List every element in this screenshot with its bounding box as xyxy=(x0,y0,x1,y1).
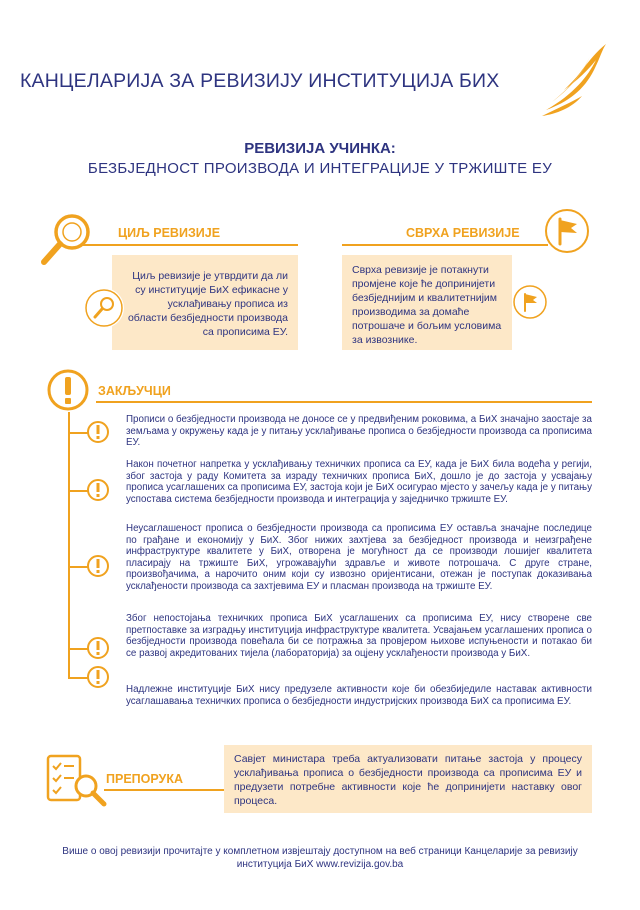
recommendation-box xyxy=(224,745,592,813)
conclusions-heading: ЗАКЉУЧЦИ xyxy=(98,384,171,398)
goal-text: Циљ ревизије је утврдити да ли су институције БиХ ефикасне у усклађивању прописа из области безбједности производа са прописима ЕУ. xyxy=(127,270,288,338)
purpose-text: Сврха ревизије је потакнути промјене које ће допринијети безбједнијим и квалитетнијим производима за домаће потрошаче и бољим условима за извознике. xyxy=(352,264,502,346)
checklist-magnifier-icon xyxy=(44,752,112,808)
conclusion-item-3: Неусаглашеност прописа о безбједности производа са прописима ЕУ оставља значајне последице по грађане и економију у БиХ. Због нижих захтјева за безбједност производа и неизграђене инфраструктуре квалитете у БиХ, отворена је могућност да се производи лошијег квалитета пласирају на тржиште БиХ, угрожавајући здравље и животе потрошача. С друге стране, произвођачима, а нарочито оним који су извозно оријентисани, отежан је поступак доказивања усклађености производа са захтјевима ЕУ и пласман производа на тржиште ЕУ. xyxy=(126,523,592,592)
revision-title: РЕВИЗИЈА УЧИНКА: xyxy=(244,140,396,157)
recommendation-heading: ПРЕПОРУКА xyxy=(106,772,183,786)
conclusions-timeline xyxy=(68,412,70,678)
purpose-box xyxy=(342,255,512,350)
exclamation-icon xyxy=(46,368,90,412)
exclamation-small-icon xyxy=(86,665,110,689)
wing-logo-icon xyxy=(538,40,610,118)
conclusion-item-2: Након почетног напретка у усклађивању техничких прописа са ЕУ, када је БиХ била водећа у регији, због застоја у раду Комитета за израду техничких прописа БиХ, дошло је до застоја у усвајању прописа усаглашених са прописима ЕУ, застоја који је БиХ осигурао мјесто у зачељу када је у питању успоставa система безбједности производа и интеграција у заједничко тржиште ЕУ. xyxy=(126,459,592,505)
conclusion-item-1: Прописи о безбједности производа не доносе се у предвиђеним роковима, а БиХ значајно заостаје за земљама у окружењу када је у питању усклађивање прописа о безбједности производа са прописима ЕУ. xyxy=(126,414,592,449)
revision-subtitle: БЕЗБЈЕДНОСТ ПРОИЗВОДА И ИНТЕГРАЦИЈЕ У ТРЖИШТЕ ЕУ xyxy=(87,160,553,177)
flag-icon xyxy=(544,208,590,254)
conclusions-divider xyxy=(96,401,592,403)
exclamation-small-icon xyxy=(86,636,110,660)
flag-small-icon xyxy=(512,284,548,320)
conclusion-item-5: Надлежне институције БиХ нису предузеле активности које би обезбиједиле наставак активности усаглашавања техничких прописа о безбједности индустријских производа БиХ са прописима ЕУ. xyxy=(126,684,592,707)
goal-small-icon-wrap xyxy=(84,288,124,328)
purpose-heading: СВРХА РЕВИЗИЈЕ xyxy=(406,226,520,240)
goal-heading: ЦИЉ РЕВИЗИЈЕ xyxy=(118,226,221,240)
footer-text: Више о овој ревизији прочитајте у комплетном извјештају доступном на веб страници Канцеларије за ревизију институција БиХ www.revizija.gov.ba xyxy=(62,846,578,870)
conclusion-item-4: Због непостојања техничких прописа БиХ усаглашених са прописима ЕУ, нису створене све претпоставке за изградњу институција инфраструктуре квалитета. Усвајањем усаглашених прописа о безбједности производа повећала би се потражња за провјером њихове испуњености и потакао би се развој акредитованих тијела (лабораторија) за оцјену усклађености производа у БиХ. xyxy=(126,613,592,659)
magnifier-small-icon xyxy=(84,288,124,328)
goal-box xyxy=(112,255,298,350)
exclamation-small-icon xyxy=(86,554,110,578)
purpose-divider xyxy=(342,244,548,246)
exclamation-small-icon xyxy=(86,420,110,444)
magnifier-icon xyxy=(40,212,90,266)
recommendation-text: Савјет министара треба актуализовати питање застоја у процесу усклађивања прописа о безбједности производа са прописима ЕУ и предузети потребне активности које ће допринијети наставку овог процеса. xyxy=(234,753,582,807)
organization-title: КАНЦЕЛАРИЈА ЗА РЕВИЗИЈУ ИНСТИТУЦИЈА БИХ xyxy=(20,70,500,92)
exclamation-small-icon xyxy=(86,478,110,502)
goal-divider xyxy=(82,244,298,246)
recommendation-divider xyxy=(104,789,224,791)
